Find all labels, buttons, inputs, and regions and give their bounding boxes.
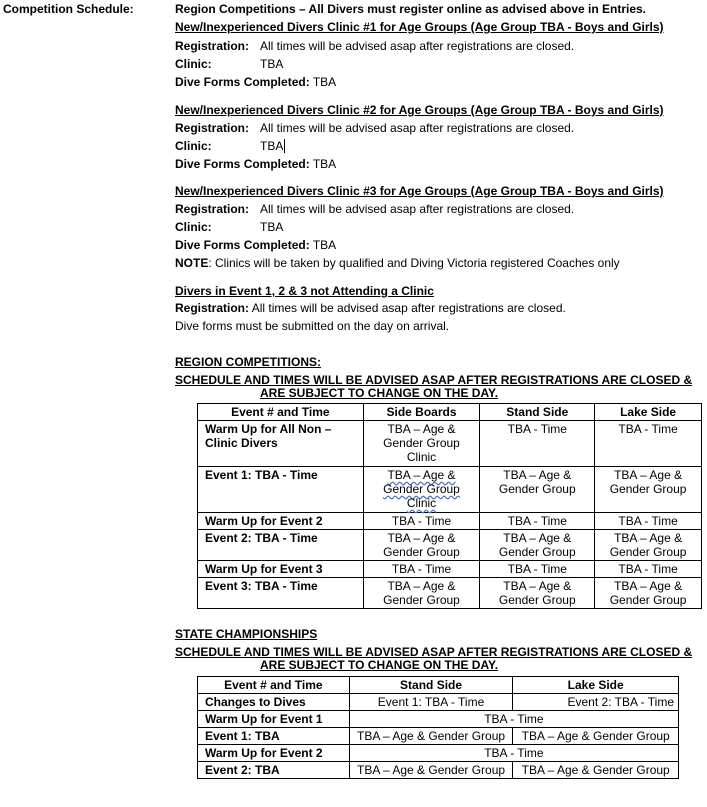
table-cell: TBA - Time	[363, 513, 480, 530]
region-table	[197, 403, 702, 609]
header-event: Event # and Time	[198, 404, 364, 421]
row-label: Event 2: TBA - Time	[198, 530, 364, 561]
table-cell: TBA – Age & Gender Group	[513, 762, 679, 779]
table-cell: TBA – Age & Gender Group	[595, 467, 702, 513]
header-stand-side: Stand Side	[349, 677, 513, 694]
clinic-2-registration: Registration: All times will be advised asap after registrations are closed.	[175, 121, 575, 135]
row-label: Event 2: TBA	[198, 762, 350, 779]
table-row	[198, 728, 679, 745]
table-cell: TBA – Age & Gender Group	[363, 578, 480, 609]
non-clinic-forms: Dive forms must be submitted on the day on arrival.	[175, 319, 450, 333]
row-label: Warm Up for Event 1	[198, 711, 350, 728]
row-label: Event 3: TBA - Time	[198, 578, 364, 609]
table-row	[198, 745, 679, 762]
clinic-3-clinic: Clinic: TBA	[175, 220, 284, 234]
clinic-1-heading: New/Inexperienced Divers Clinic #1 for Age Groups (Age Group TBA - Boys and Girls)	[175, 20, 664, 34]
state-notice-line1: SCHEDULE AND TIMES WILL BE ADVISED ASAP AFTER REGISTRATIONS ARE CLOSED &	[175, 645, 693, 659]
state-notice-line2: ARE SUBJECT TO CHANGE ON THE DAY.	[260, 658, 499, 672]
table-cell: TBA - Time	[480, 513, 595, 530]
table-cell: TBA – Age & Gender Group	[349, 762, 513, 779]
row-label: Warm Up for Event 3	[198, 561, 364, 578]
table-cell: TBA - Time	[349, 745, 678, 762]
table-cell: TBA – Age & Gender Group	[363, 530, 480, 561]
table-cell: Event 1: TBA - Time	[349, 694, 513, 711]
table-cell: TBA - Time	[595, 513, 702, 530]
clinic-3-dive-forms: Dive Forms Completed: TBA	[175, 238, 337, 252]
table-cell: TBA - Time	[480, 421, 595, 467]
side-label: Competition Schedule:	[3, 2, 134, 16]
header-lake-side: Lake Side	[513, 677, 679, 694]
table-cell: TBA – Age & Gender Group	[513, 728, 679, 745]
table-cell: TBA – Age & Gender Group Clinic	[363, 421, 480, 467]
region-notice-line1: SCHEDULE AND TIMES WILL BE ADVISED ASAP AFTER REGISTRATIONS ARE CLOSED &	[175, 373, 693, 387]
table-cell: TBA - Time	[595, 421, 702, 467]
state-table	[197, 676, 679, 779]
table-row	[198, 578, 702, 609]
table-row	[198, 711, 679, 728]
header-event: Event # and Time	[198, 677, 350, 694]
table-row	[198, 561, 702, 578]
table-row	[198, 513, 702, 530]
non-clinic-registration: Registration: All times will be advised asap after registrations are closed.	[175, 301, 566, 315]
table-row	[198, 694, 679, 711]
table-cell: TBA – Age & Gender Group	[595, 530, 702, 561]
table-cell: TBA - Time	[595, 561, 702, 578]
region-notice-line2: ARE SUBJECT TO CHANGE ON THE DAY.	[260, 386, 499, 400]
row-label: Event 1: TBA - Time	[198, 467, 364, 513]
table-cell: TBA – Age & Gender Group	[480, 578, 595, 609]
table-cell: Event 2: TBA - Time	[513, 694, 679, 711]
row-label: Event 1: TBA	[198, 728, 350, 745]
table-cell: TBA - Time	[349, 711, 678, 728]
table-row	[198, 530, 702, 561]
clinic-note: NOTE: Clinics will be taken by qualified and Diving Victoria registered Coaches only	[175, 256, 620, 270]
table-row	[198, 467, 702, 513]
clinic-3-registration: Registration: All times will be advised asap after registrations are closed.	[175, 202, 575, 216]
table-header-row	[198, 404, 702, 421]
row-label: Changes to Dives	[198, 694, 350, 711]
table-cell: TBA - Time	[480, 561, 595, 578]
region-heading: REGION COMPETITIONS:	[175, 355, 322, 369]
non-clinic-heading: Divers in Event 1, 2 & 3 not Attending a Clinic	[175, 284, 434, 298]
table-cell: TBA – Age & Gender Group	[349, 728, 513, 745]
state-heading: STATE CHAMPIONSHIPS	[175, 627, 318, 641]
clinic-1-clinic: Clinic: TBA	[175, 57, 284, 71]
header-side-boards: Side Boards	[363, 404, 480, 421]
row-label: Warm Up for Event 2	[198, 745, 350, 762]
table-cell: TBA – Age & Gender Group	[480, 467, 595, 513]
table-header-row	[198, 677, 679, 694]
clinic-1-dive-forms: Dive Forms Completed: TBA	[175, 75, 337, 89]
intro-line: Region Competitions – All Divers must register online as advised above in Entries.	[175, 2, 647, 16]
clinic-2-heading: New/Inexperienced Divers Clinic #2 for Age Groups (Age Group TBA - Boys and Girls)	[175, 103, 664, 117]
table-row	[198, 421, 702, 467]
row-label: Warm Up for All Non – Clinic Divers	[198, 421, 364, 467]
table-row	[198, 762, 679, 779]
clinic-1-registration: Registration: All times will be advised asap after registrations are closed.	[175, 39, 575, 53]
table-cell: TBA – Age & Gender Group	[595, 578, 702, 609]
row-label: Warm Up for Event 2	[198, 513, 364, 530]
header-stand-side: Stand Side	[480, 404, 595, 421]
table-cell: TBA - Time	[363, 561, 480, 578]
header-lake-side: Lake Side	[595, 404, 702, 421]
clinic-3-heading: New/Inexperienced Divers Clinic #3 for Age Groups (Age Group TBA - Boys and Girls)	[175, 184, 664, 198]
table-cell: TBA – Age & Gender Group Clinic	[363, 467, 480, 513]
clinic-2-clinic: Clinic: TBA	[175, 139, 284, 153]
clinic-2-dive-forms: Dive Forms Completed: TBA	[175, 157, 337, 171]
table-cell: TBA – Age & Gender Group	[480, 530, 595, 561]
